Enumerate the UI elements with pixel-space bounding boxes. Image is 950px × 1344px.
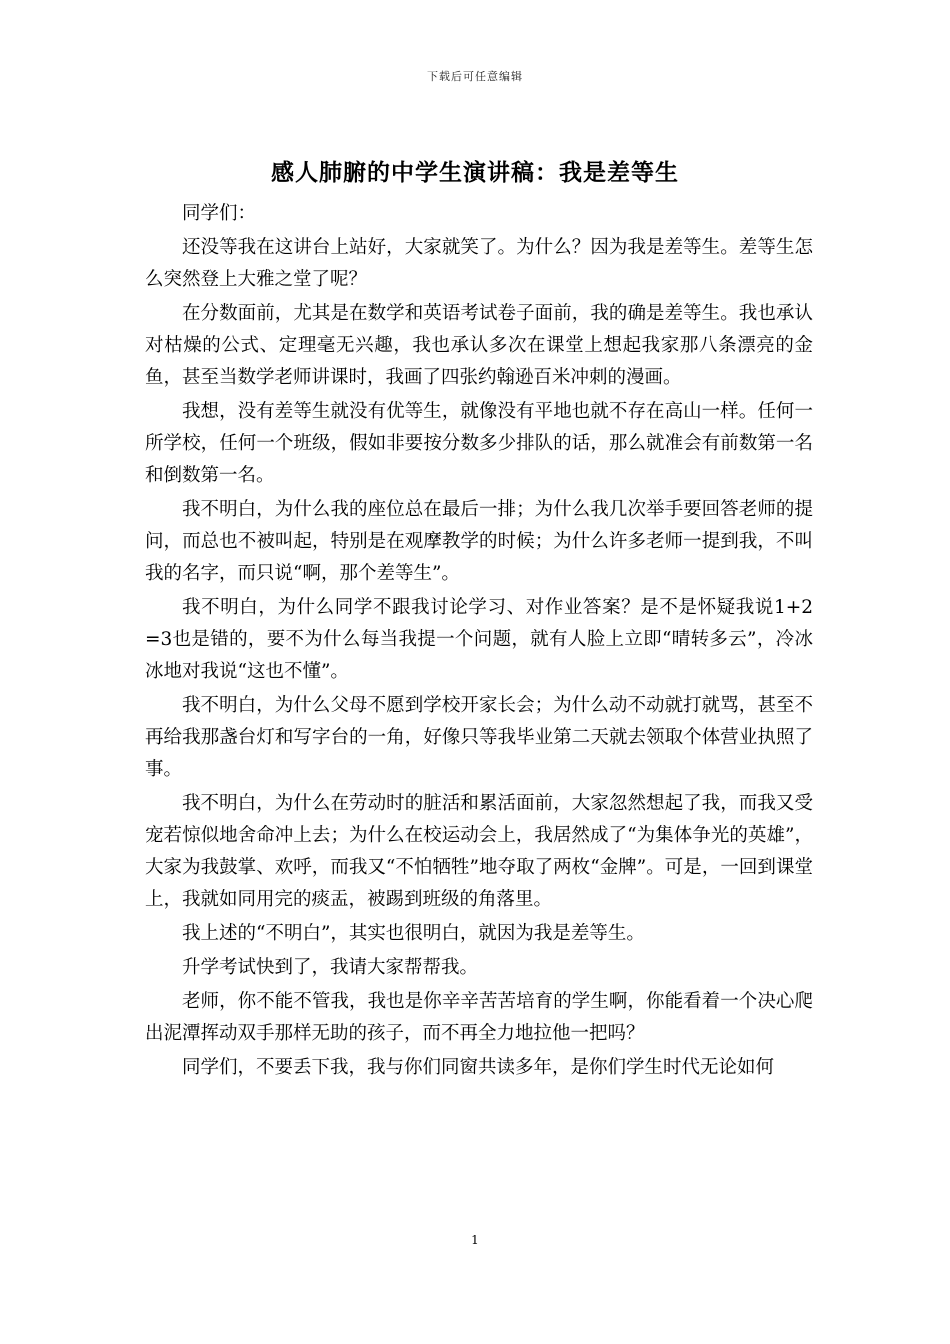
page-number: 1: [471, 1233, 479, 1247]
document-body: [145, 198, 832, 1086]
paragraph: 我不明白，为什么同学不跟我讨论学习、对作业答案？是不是怀疑我说1+2 =3也是错的，要不为什么每当我提一个问题，就有人脸上立即“晴转多云”，冷冰冰地对我说“这也不懂”。: [145, 597, 832, 682]
page-header: 下载后可任意编辑: [427, 70, 523, 83]
paragraph: 我上述的“不明白”，其实也很明白，就因为我是差等生。: [182, 923, 645, 944]
paragraph-greeting: 同学们：: [182, 203, 257, 224]
paragraph: 升学考试快到了，我请大家帮帮我。: [182, 957, 479, 978]
paragraph: 在分数面前，尤其是在数学和英语考试卷子面前，我的确是差等生。我也承认对枯燥的公式、定理毫无兴趣，我也承认多次在课堂上想起我家那八条漂亮的金鱼，甚至当数学老师讲课时，我画了四张约翰逊百米冲刺的漫画。: [145, 303, 813, 388]
paragraph: 我不明白，为什么在劳动时的脏活和累活面前，大家忽然想起了我，而我又受宠若惊似地舍命冲上去；为什么在校运动会上，我居然成了“为集体争光的英雄”，大家为我鼓掌、欢呼，而我又“不怕牺牲”地夺取了两枚“金牌”。可是，一回到课堂上，我就如同用完的痰盂，被踢到班级的角落里。: [145, 793, 813, 910]
paragraph: 同学们，不要丢下我，我与你们同窗共读多年，是你们学生时代无论如何: [182, 1057, 775, 1078]
paragraph: 还没等我在这讲台上站好，大家就笑了。为什么？因为我是差等生。差等生怎么突然登上大雅之堂了呢？: [145, 237, 813, 290]
paragraph: 我不明白，为什么父母不愿到学校开家长会；为什么动不动就打就骂，甚至不再给我那盏台灯和写字台的一角，好像只等我毕业第二天就去领取个体营业执照了事。: [145, 695, 813, 780]
paragraph: 我不明白，为什么我的座位总在最后一排；为什么我几次举手要回答老师的提问，而总也不被叫起，特别是在观摩教学的时候；为什么许多老师一提到我，不叫我的名字，而只说“啊，那个差等生”。: [145, 499, 813, 584]
paragraph: 老师，你不能不管我，我也是你辛辛苦苦培育的学生啊，你能看着一个决心爬出泥潭挥动双手那样无助的孩子，而不再全力地拉他一把吗？: [145, 991, 813, 1044]
document-title: 感人肺腑的中学生演讲稿：我是差等生: [271, 159, 679, 186]
paragraph: 我想，没有差等生就没有优等生，就像没有平地也就不存在高山一样。任何一所学校，任何一个班级，假如非要按分数多少排队的话，那么就准会有前数第一名和倒数第一名。: [145, 401, 813, 486]
